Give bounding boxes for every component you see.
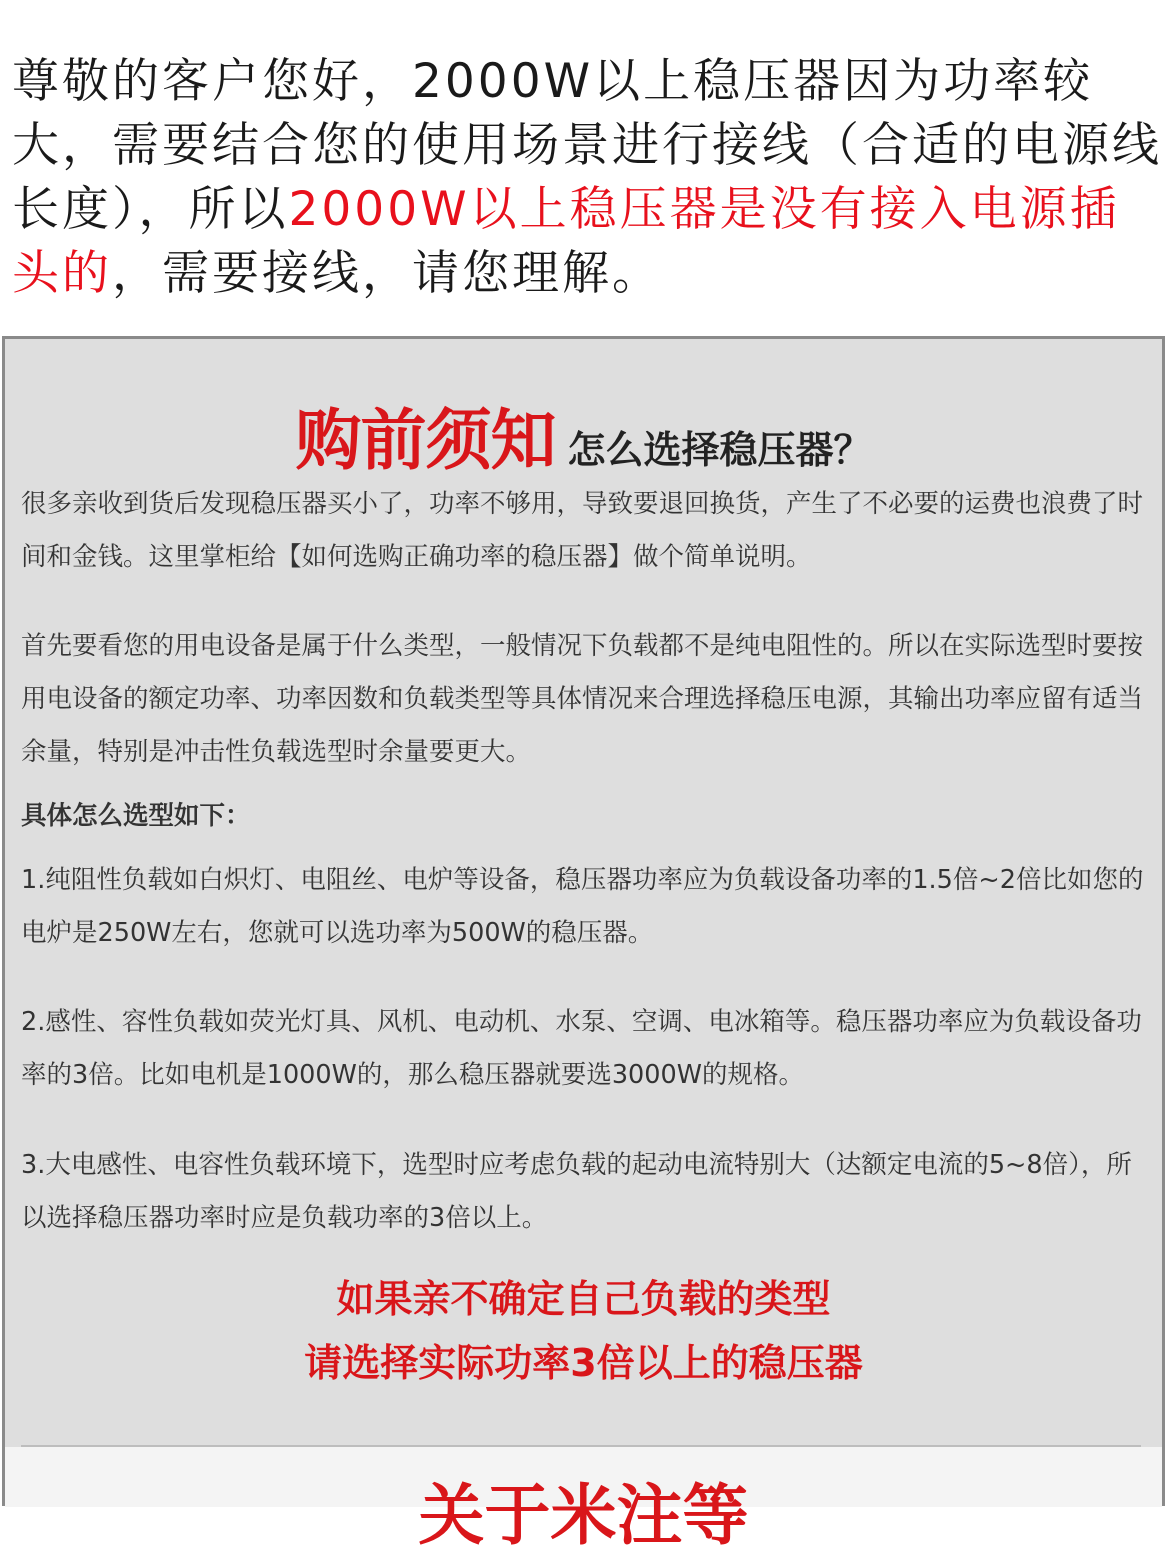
selection-item-2: 2.感性、容性负载如荧光灯具、风机、电动机、水泵、空调、电冰箱等。稳压器功率应为负载设备功率的3倍。比如电机是1000W的，那么稳压器就要选3000W的规格。 (21, 1007, 1142, 1090)
notice-highlight: 2000W以上稳压器是没有接入电源插头的 (12, 182, 1120, 301)
guide-load-type-paragraph: 首先要看您的用电设备是属于什么类型，一般情况下负载都不是纯电阻性的。所以在实际选型时要按用电设备的额定功率、功率因数和负载类型等具体情况来合理选择稳压电源，其输出功率应留有适当余量，特别是冲击性负载选型时余量要更大。 (21, 631, 1144, 767)
selection-heading: 具体怎么选型如下： (21, 801, 251, 831)
guide-subtitle: 怎么选择稳压器？ (567, 428, 872, 472)
wiring-notice (12, 50, 1162, 306)
next-section-title: 关于米注等 (418, 1477, 749, 1554)
purchase-guide-panel (2, 336, 1165, 1554)
guide-intro: 很多亲收到货后发现稳压器买小了，功率不够用，导致要退回换货，产生了不必要的运费也浪费了时间和金钱。这里掌柜给【如何选购正确功率的稳压器】做个简单说明。 (21, 489, 1144, 572)
selection-item-3: 3.大电感性、电容性负载环境下，选型时应考虑负载的起动电流特别大（达额定电流的5~8倍），所以选择稳压器功率时应是负载功率的3倍以上。 (21, 1150, 1132, 1233)
notice-text-1: 尊敬的客户您好，2000W以上稳压器因为功率较大，需要结合您的使用场景进行接线（合适的电源线长度），所以 (12, 54, 1162, 237)
selection-item-1: 1.纯阻性负载如白炽灯、电阻丝、电炉等设备，稳压器功率应为负载设备功率的1.5倍~2倍比如您的电炉是250W左右，您就可以选功率为500W的稳压器。 (21, 865, 1144, 948)
guide-title: 购前须知 (295, 402, 556, 479)
notice-text-2: ，需要接线，请您理解。 (112, 246, 662, 301)
callout-line-1: 如果亲不确定自己负载的类型 (336, 1277, 831, 1321)
guide-heading (5, 387, 1162, 482)
callout-line-2: 请选择实际功率3倍以上的稳压器 (304, 1341, 863, 1385)
